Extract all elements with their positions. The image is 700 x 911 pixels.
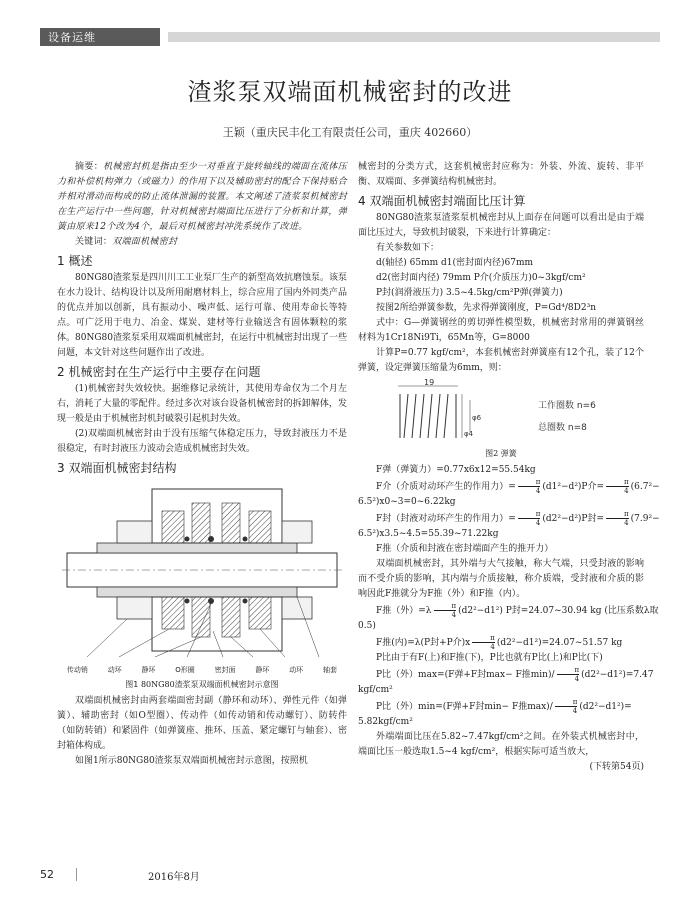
eq-2-part: F介（介质对动环产生的作用力）= [376,482,516,492]
keywords [57,235,347,250]
abstract-label: 摘要： [75,162,104,172]
eq-2 [358,478,660,495]
figure-2 [358,378,644,448]
section-4-heading: 4 双端面机械密封端面比压计算 [358,194,526,208]
author-line: 王颖（重庆民丰化工有限责任公司，重庆 402660） [222,126,478,139]
footer-divider [76,868,77,881]
eq-5: 双端面机械密封，其外端与大气接触，称大气端，只受封液的影响而不受介质的影响，其内端与介质接触，称介质端，受封液和介质的影响因此F推就分为F推（外）和F推（内）。 [358,559,644,599]
section-3-heading: 3 双端面机械密封结构 [57,461,177,475]
pi: π [518,510,541,519]
section-1-paragraph: 80NG80渣浆泵是四川川工工业泵厂生产的新型高效抗磨蚀泵。该泵在水力设计、结构设计以及所用耐磨材料上，综合应用了国内外同类产品的优点并加以创新，具有振动小、噪声低、运行可靠、使用寿命长等特点。可广泛用于电力、冶金、煤炭、建材等行业输送含有固体颗粒的浆体。80NG80渣浆泵采用双端面机械密封，在运行中机械密封出现了一些问题，本文针对这些问题作出了改进。 [57,273,347,358]
spring-diameter-1: φ6 [472,414,482,422]
section-3-continued: 械密封的分类方式，这套机械密封应称为：外装、外流、旋转、非平衡、双端面、多弹簧结构机械密封。 [358,162,644,187]
section-4-paragraph-3: 计算P=0.77 kgf/cm²，本套机械密封弹簧座有12个孔，装了12个弹簧，设定弹簧压缩量为6mm，则： [358,348,644,373]
eq-10-part: P比（外）min=(F弹+F封min− F推max)/ [376,702,553,712]
fig1-label: 传动销 [66,666,88,674]
spring-diameter-2: φ4 [464,430,474,438]
four: 4 [451,611,457,619]
pi-over-4 [606,510,629,527]
abstract-text: 机械密封机是指由至少一对垂直于旋转轴线的端面在流体压力和补偿机构弹力（或磁力）的作用下以及辅助密封的配合下保持贴合并相对滑动而构成的防止流体泄漏的装置。本文阐述了渣浆泵机械密封在生产运行中一些问题，针对机械密封端面比压进行了分析和计算，弹簧由原来12个改为4个，最后对机械密封冲洗系统作了改进。 [57,162,347,232]
right-column [358,160,660,775]
eq-3-cont: 6.5²)x3.5~4.5=55.39~71.22kg [358,529,499,539]
keywords-text: 双端面机械密封 [112,237,178,247]
figure-1-labels [57,663,347,678]
four: 4 [624,487,629,495]
param-4: 按图2所给弹簧参数，先求得弹簧刚度，P=Gd⁴/8D2³n [376,303,596,313]
pi-over-4 [518,510,541,527]
section-4-paragraph-2: 式中：G—弹簧钢丝的剪切弹性模型数，机械密封常用的弹簧钢丝材料为1Cr18Ni9Ti，65Mn等，G=8000 [358,318,644,343]
pi: π [557,666,580,675]
page-number: 52 [40,868,54,881]
params-label: 有关参数如下： [376,243,440,253]
pi: π [472,634,495,643]
eq-6-part: (d2²−d1²) P封=24.07~30.94 kg (比压系数λ取 [458,606,659,616]
eq-10 [358,698,644,715]
total-coils-label: 总圈数 n=8 [538,423,587,433]
pi-over-4 [557,666,580,683]
section-2-paragraph-2: (2)双端面机械密封由于没有压缩气体稳定压力，导致封液压力不是很稳定，有时封液压力波动会造成机械密封失效。 [57,429,347,454]
eq-7-part: (d2²−d1²)=24.07~51.57 kg [496,638,623,648]
eq-2-part: (6.7²− [630,482,660,492]
param-2: d2(密封面内径) 79mm P介(介质压力)0~3kgf/cm² [376,273,586,283]
spring-length-label: 19 [424,378,435,387]
article-title: 渣浆泵双端面机械密封的改进 [187,78,513,106]
section-3-paragraph-1: 双端面机械密封由两套端面密封副（静环和动环）、弹性元件（如弹簧）、辅助密封（如O型圈）、传动件（如传动销和传动螺钉）、防转件（如防转销）和紧固件（如弹簧座、推环、压盖、紧定螺钉与轴套）、密封箱体构成。 [57,696,347,751]
four: 4 [535,519,541,527]
eq-10-part: (d2²−d1²)= [579,702,632,712]
section-4-paragraph-1: 80NG80渣浆泵渣浆泵机械密封从上面存在问题可以看出是由于端面比压过大，导致机封破裂，下来进行计算确定： [358,213,644,238]
fig1-label: 静环 [141,666,156,674]
fig1-label: 静环 [255,666,270,674]
pi: π [555,698,578,707]
eq-4: F推（介质和封液在密封端面产生的推开力） [376,544,554,554]
eq-2-cont: 6.5²)x0~3=0~6.22kg [358,497,456,507]
param-1: d(轴径) 65mm d1(密封面内径)67mm [376,258,534,268]
category-label: 设备运维 [48,31,96,44]
sleeve-bottom [97,587,297,597]
fig1-label: 动环 [107,666,122,674]
pi: π [434,602,457,611]
eq-3-part: (7.9²− [630,514,660,524]
section-3-paragraph-2: 如图1所示80NG80渣浆泵双端面机械密封示意图，按照机 [75,756,308,766]
pi-over-4 [434,602,457,619]
figure-2-caption: 图2 弹簧 [485,449,517,458]
eq-6-cont: 0.5) [358,621,376,631]
eq-11: 外端端面比压在5.82~7.47kgf/cm²之间。在外装式机械密封中，端面比压一般选取1.5~4 kgf/cm²，根据实际可适当放大， [358,732,644,757]
pi: π [518,478,541,487]
pi-over-4 [472,634,495,651]
eq-7-part: F推(内)=λ(P封+P介)x [376,638,471,648]
fig1-label: 动环 [289,666,304,674]
eq-2-part: (d1²−d²)P介= [542,482,605,492]
figure-1-caption-text: 80NG80渣浆泵双端面机械密封示意图 [140,680,279,689]
eq-9-cont: kgf/cm² [358,685,393,695]
fig1-label: O形圈 [175,666,195,674]
four: 4 [490,643,495,651]
fig1-label: 轴套 [322,666,337,674]
pi: π [606,478,629,487]
eq-6 [358,602,659,619]
pi-over-4 [555,698,578,715]
eq-6-part: F推（外）=λ [376,606,432,616]
footer [40,868,660,882]
eq-9 [358,666,654,683]
figure-1 [57,481,347,679]
four: 4 [535,487,541,495]
abstract [57,160,347,235]
eq-1: F弹（弹簧力）=0.77x6x12=55.54kg [376,465,536,475]
eq-8: P比由于有F(上)和F推(下)，P比也就有P比(上)和P比(下) [376,653,603,663]
left-column [57,160,347,769]
eq-7 [358,634,644,651]
keywords-label: 关键词： [75,237,113,247]
section-2-heading: 2 机械密封在生产运行中主要存在问题 [57,365,261,379]
figure-1-number: 图1 [125,680,139,689]
spring-drawing [358,378,644,448]
header-stripe [168,32,660,42]
pi-over-4 [518,478,541,495]
eq-3 [358,510,660,527]
section-1-heading: 1 概述 [57,254,93,268]
pi: π [606,510,629,519]
eq-9-part: (d2²−d1²)=7.47 [581,670,654,680]
four: 4 [574,675,580,683]
eq-3-part: F封（封液对动环产生的作用力）= [376,514,516,524]
category-tab [40,28,160,46]
seal-drawing [57,481,347,661]
header-bar [40,28,660,46]
sleeve-top [97,543,297,553]
section-2-paragraph-1: (1)机械密封失效较快。据维修记录统计，其使用寿命仅为二个月左右，消耗了大量的零配件。经过多次对该台设备机械密封的拆卸解体，发现一般是由于机械密封机封破裂引起机封失效。 [57,384,347,424]
eq-9-part: P比（外）max=(F弹+F封max− F推min)/ [376,670,555,680]
param-3: P封(润滑液压力) 3.5~4.5kg/cm²P弹(弹簧力) [376,288,563,298]
figure-1-caption [57,679,347,691]
pi-over-4 [606,478,629,495]
issue-date: 2016年8月 [148,872,200,883]
work-coils-label: 工作圈数 n=6 [538,401,596,411]
eq-3-part: (d2²−d²)P封= [542,514,605,524]
continued-note: (下转第54页) [589,762,644,772]
eq-10-cont: 5.82kgf/cm² [358,717,413,727]
four: 4 [624,519,629,527]
four: 4 [572,707,578,715]
fig1-label: 密封面 [214,666,236,674]
